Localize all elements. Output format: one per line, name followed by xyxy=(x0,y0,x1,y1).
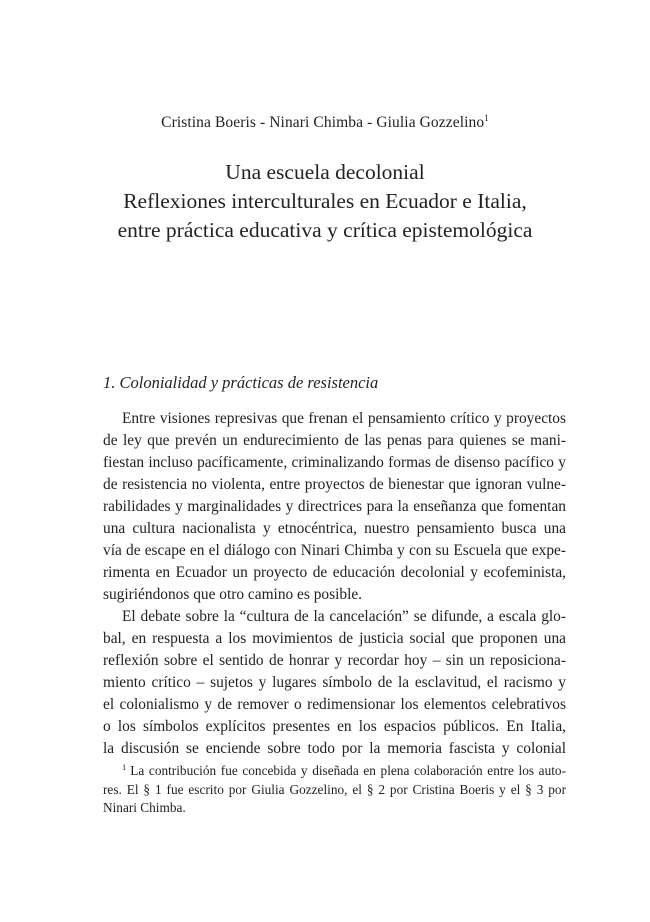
footnote-line xyxy=(103,762,566,781)
author-names: Cristina Boeris - Ninari Chimba - Giulia Gozzelino xyxy=(161,114,485,131)
footnote-text: La contribución fue concebida y diseñada en plena colaboración entre los auto- xyxy=(130,763,566,778)
paragraph-line: la discusión se enciende sobre todo por la memoria fascista y colonial xyxy=(103,740,566,757)
paragraph-1 xyxy=(103,408,566,606)
paragraph-line: una cultura nacionalista y etnocéntrica, nuestro pensamiento busca una xyxy=(103,520,566,537)
paragraph-line: fiestan incluso pacíficamente, criminalizando formas de disenso pacífico y xyxy=(103,454,566,471)
paragraph-line: de resistencia no violenta, entre proyectos de bienestar que ignoran vulne- xyxy=(103,476,566,493)
title-line-2: Reflexiones interculturales en Ecuador e Italia, xyxy=(123,189,527,213)
title-line-3: entre práctica educativa y crítica epistemológica xyxy=(117,218,533,242)
paragraph-line: El debate sobre la “cultura de la cancelación” se difunde, a escala glo- xyxy=(122,608,566,625)
paragraph-line: reflexión sobre el sentido de honrar y recordar hoy – sin un reposiciona- xyxy=(103,652,566,669)
section-heading: 1. Colonialidad y prácticas de resistencia xyxy=(103,373,379,392)
footnote-marker: 1 xyxy=(122,762,127,772)
paragraph-line: miento crítico – sujetos y lugares símbolo de la esclavitud, el racismo y xyxy=(103,674,566,691)
paragraph-line: vía de escape en el diálogo con Ninari Chimba y con su Escuela que expe- xyxy=(103,542,566,559)
paragraph-line: rabilidades y marginalidades y directrices para la enseñanza que fomentan xyxy=(103,498,566,515)
paragraph-line: Entre visiones represivas que frenan el pensamiento crítico y proyectos xyxy=(122,410,566,427)
article-title xyxy=(0,158,650,245)
paragraph-line: de ley que prevén un endurecimiento de las penas para quienes se mani- xyxy=(103,432,566,449)
paragraph-line: sugiriéndonos que otro camino es posible. xyxy=(103,586,363,603)
paragraph-2 xyxy=(103,606,566,760)
footnote-line: res. El § 1 fue escrito por Giulia Gozzelino, el § 2 por Cristina Boeris y el § 3 por xyxy=(103,781,566,797)
body-text xyxy=(103,408,566,760)
paragraph-line: rimenta en Ecuador un proyecto de educación decolonial y ecofeminista, xyxy=(103,564,566,581)
author-footnote-marker: 1 xyxy=(484,113,489,123)
title-line-1: Una escuela decolonial xyxy=(225,160,425,184)
paragraph-line: el colonialismo y de remover o redimensionar los elementos celebrativos xyxy=(103,696,566,713)
footnote xyxy=(103,762,566,818)
paragraph-line: bal, en respuesta a los movimientos de justicia social que proponen una xyxy=(103,630,566,647)
author-list xyxy=(0,113,650,133)
footnote-line: Ninari Chimba. xyxy=(103,800,186,815)
paragraph-line: o los símbolos explícitos presentes en los espacios públicos. En Italia, xyxy=(103,718,566,735)
